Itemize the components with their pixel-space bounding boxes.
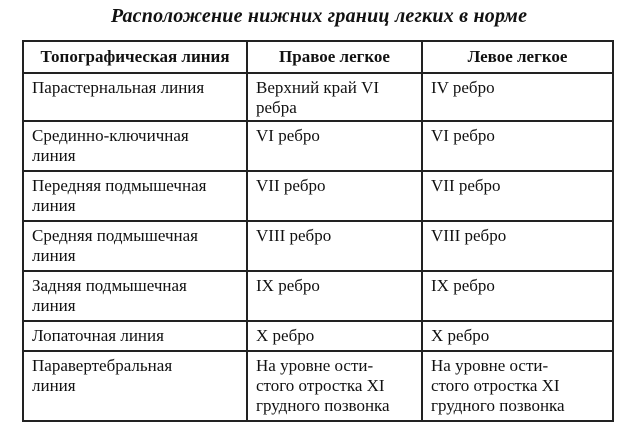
- table-row: [23, 121, 613, 171]
- cell-left-lung: IV ребро: [422, 73, 613, 121]
- cell-line: Передняя подмышечная линия: [23, 171, 247, 221]
- table-row: [23, 321, 613, 351]
- column-header-right-lung: Правое легкое: [247, 41, 422, 73]
- cell-left-lung: VII ребро: [422, 171, 613, 221]
- table-row: [23, 73, 613, 121]
- cell-right-lung: X ребро: [247, 321, 422, 351]
- table-row: [23, 171, 613, 221]
- page-title: Расположение нижних границ легких в норме: [110, 5, 528, 27]
- table-row: [23, 351, 613, 421]
- cell-left-lung: X ребро: [422, 321, 613, 351]
- cell-line: Средняя подмышечная линия: [23, 221, 247, 271]
- cell-line: Лопаточная линия: [23, 321, 247, 351]
- cell-right-lung: Верхний край VI ребра: [247, 73, 422, 121]
- column-header-left-lung: Левое легкое: [422, 41, 613, 73]
- header-row: [23, 41, 613, 73]
- cell-left-lung: VIII ребро: [422, 221, 613, 271]
- table-header: [23, 41, 613, 73]
- table-row: [23, 221, 613, 271]
- cell-right-lung: IX ребро: [247, 271, 422, 321]
- cell-right-lung: VI ребро: [247, 121, 422, 171]
- cell-right-lung: VIII ребро: [247, 221, 422, 271]
- column-header-line: Топографическая линия: [23, 41, 247, 73]
- cell-line: Срединно-ключичная линия: [23, 121, 247, 171]
- cell-left-lung: VI ребро: [422, 121, 613, 171]
- cell-line: Задняя подмышечная линия: [23, 271, 247, 321]
- cell-left-lung: IX ребро: [422, 271, 613, 321]
- lung-borders-table: [22, 40, 614, 422]
- cell-line: Паравертебральная линия: [23, 351, 247, 421]
- cell-right-lung: VII ребро: [247, 171, 422, 221]
- cell-right-lung: На уровне ости- стого отростка XI грудного позвонка: [247, 351, 422, 421]
- cell-left-lung: На уровне ости- стого отростка XI грудного позвонка: [422, 351, 613, 421]
- table-body: [23, 73, 613, 421]
- table-row: [23, 271, 613, 321]
- cell-line: Парастернальная линия: [23, 73, 247, 121]
